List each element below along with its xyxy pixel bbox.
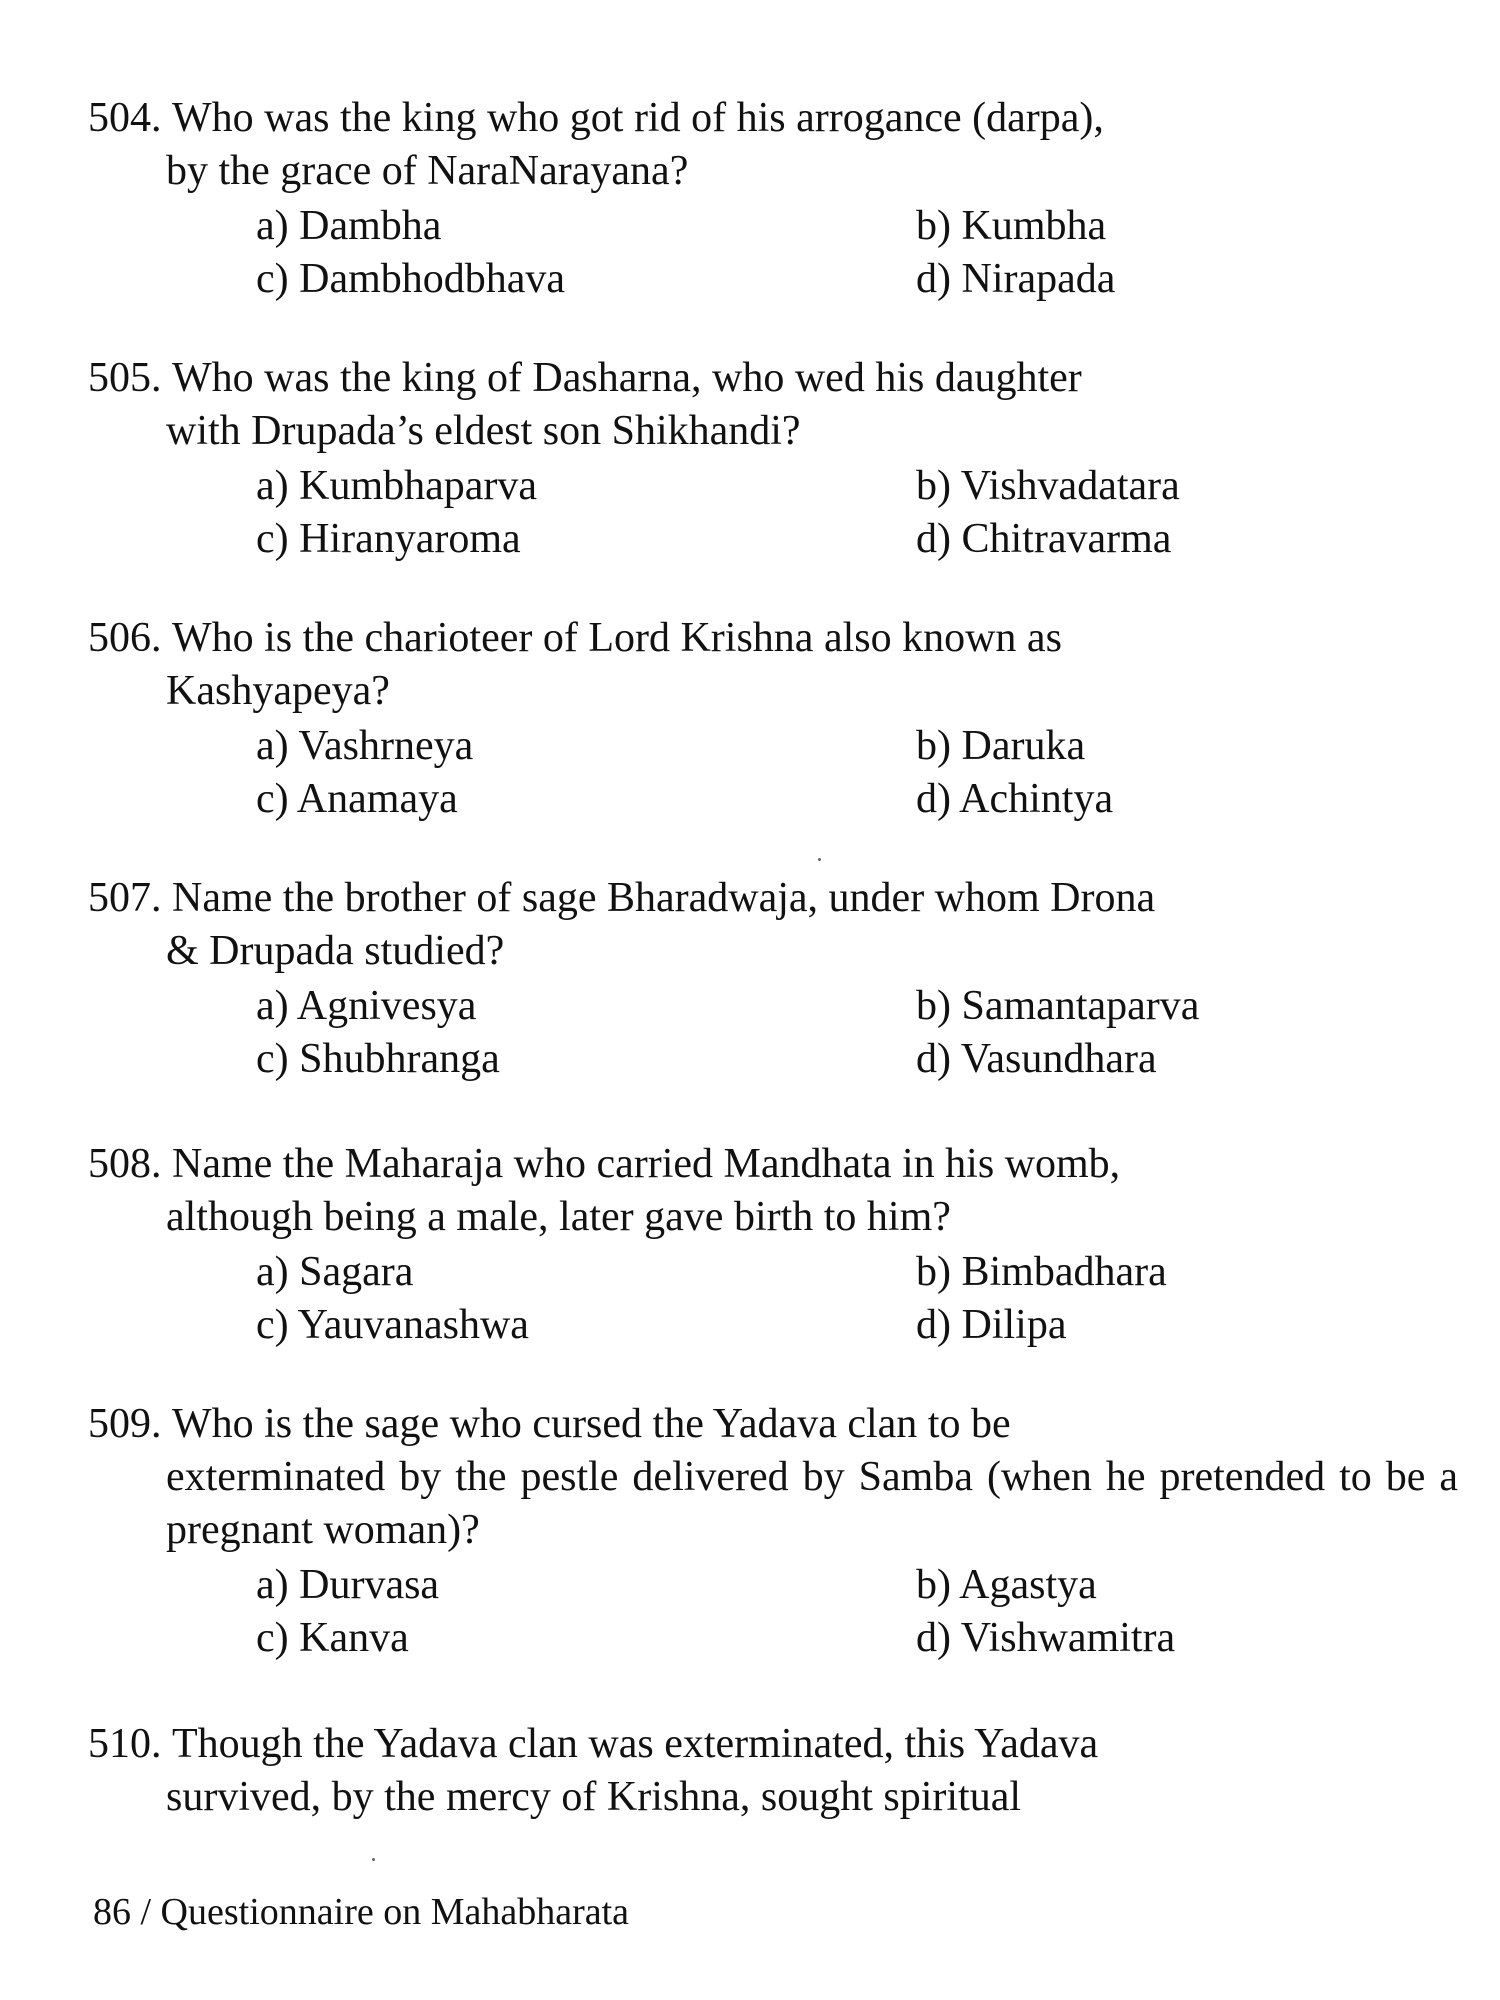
question-line1: Name the Maharaja who carried Mandhata in his womb,	[172, 1141, 1121, 1187]
question-number: 505.	[88, 355, 162, 401]
option-a: a) Vashrneya	[256, 723, 474, 769]
option-d: d) Dilipa	[916, 1302, 1067, 1348]
question-509	[88, 1398, 1458, 1665]
question-504	[88, 92, 1458, 306]
question-text	[88, 612, 1458, 718]
question-text	[88, 352, 1458, 458]
question-continuation: by the grace of NaraNarayana?	[166, 148, 689, 194]
question-first-line	[88, 1138, 1458, 1191]
question-508	[88, 1138, 1458, 1352]
print-speck	[372, 1858, 375, 1861]
answer-options	[256, 1559, 1458, 1665]
question-continuation: exterminated by the pestle delivered by Samba (when he pretended to be a pregnant woman)?	[166, 1454, 1458, 1553]
answer-options	[256, 1246, 1458, 1352]
option-c: c) Dambhodbhava	[256, 256, 566, 302]
option-a: a) Durvasa	[256, 1562, 440, 1608]
question-text	[88, 92, 1458, 198]
answer-options	[256, 460, 1458, 566]
option-b: b) Bimbadhara	[916, 1249, 1167, 1295]
option-a: a) Dambha	[256, 203, 442, 249]
option-d: d) Vishwamitra	[916, 1615, 1176, 1661]
question-507	[88, 872, 1458, 1086]
answer-options	[256, 720, 1458, 826]
question-number: 510.	[88, 1721, 162, 1767]
question-first-line	[88, 1718, 1458, 1771]
question-first-line	[88, 1398, 1458, 1451]
question-text	[88, 1718, 1458, 1824]
question-first-line	[88, 872, 1458, 925]
answer-options	[256, 200, 1458, 306]
question-continuation: & Drupada studied?	[166, 928, 505, 974]
question-506	[88, 612, 1458, 826]
option-b: b) Agastya	[916, 1562, 1097, 1608]
question-continuation: Kashyapeya?	[166, 668, 390, 714]
question-text	[88, 1398, 1458, 1557]
option-a: a) Agnivesya	[256, 983, 477, 1029]
question-first-line	[88, 92, 1458, 145]
option-d: d) Achintya	[916, 776, 1114, 822]
option-c: c) Kanva	[256, 1615, 409, 1661]
question-line1: Though the Yadava clan was exterminated, this Yadava	[172, 1721, 1099, 1767]
question-number: 504.	[88, 95, 162, 141]
option-b: b) Samantaparva	[916, 983, 1200, 1029]
option-c: c) Hiranyaroma	[256, 516, 521, 562]
option-c: c) Yauvanashwa	[256, 1302, 529, 1348]
page-footer: 86 / Questionnaire on Mahabharata	[93, 1891, 630, 1933]
question-first-line	[88, 352, 1458, 405]
print-speck	[818, 858, 821, 861]
question-line1: Who is the charioteer of Lord Krishna also known as	[172, 615, 1062, 661]
question-number: 506.	[88, 615, 162, 661]
option-a: a) Kumbhaparva	[256, 463, 538, 509]
question-line1: Who is the sage who cursed the Yadava clan to be	[172, 1401, 1011, 1447]
question-line1: Who was the king of Dasharna, who wed his daughter	[172, 355, 1082, 401]
question-text	[88, 1138, 1458, 1244]
question-text	[88, 872, 1458, 978]
option-b: b) Vishvadatara	[916, 463, 1180, 509]
question-continuation: survived, by the mercy of Krishna, sought spiritual	[166, 1774, 1022, 1820]
option-c: c) Shubhranga	[256, 1036, 500, 1082]
option-d: d) Vasundhara	[916, 1036, 1157, 1082]
option-a: a) Sagara	[256, 1249, 414, 1295]
option-b: b) Kumbha	[916, 203, 1107, 249]
option-d: d) Chitravarma	[916, 516, 1172, 562]
question-510	[88, 1718, 1458, 1824]
answer-options	[256, 980, 1458, 1086]
question-number: 507.	[88, 875, 162, 921]
option-d: d) Nirapada	[916, 256, 1116, 302]
option-c: c) Anamaya	[256, 776, 458, 822]
question-continuation: although being a male, later gave birth to him?	[166, 1194, 951, 1240]
question-first-line	[88, 612, 1458, 665]
question-number: 508.	[88, 1141, 162, 1187]
question-number: 509.	[88, 1401, 162, 1447]
question-continuation: with Drupada’s eldest son Shikhandi?	[166, 408, 801, 454]
question-505	[88, 352, 1458, 566]
question-line1: Name the brother of sage Bharadwaja, under whom Drona	[172, 875, 1156, 921]
option-b: b) Daruka	[916, 723, 1086, 769]
question-line1: Who was the king who got rid of his arrogance (darpa),	[172, 95, 1104, 141]
